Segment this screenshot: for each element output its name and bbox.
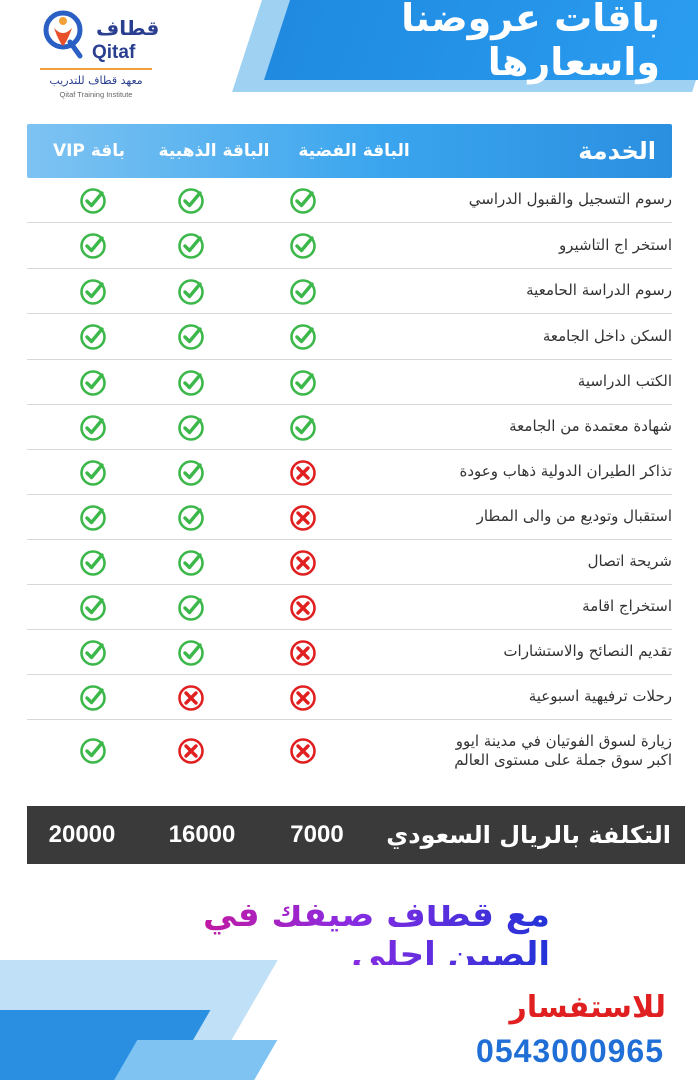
service-label: رسوم التسجيل والقبول الدراسي xyxy=(468,190,672,209)
table-row xyxy=(27,314,672,360)
service-label: شهادة معتمدة من الجامعة xyxy=(509,417,672,436)
check-icon xyxy=(79,504,107,532)
table-row xyxy=(27,540,672,585)
service-label-line2: اكبر سوق جملة على مستوى العالم xyxy=(454,751,672,769)
contact-phone[interactable]: 0543000965 xyxy=(476,1033,664,1069)
price-bar xyxy=(27,806,685,864)
table-row xyxy=(27,720,672,782)
table-row xyxy=(27,405,672,450)
check-icon xyxy=(177,594,205,622)
check-icon xyxy=(177,504,205,532)
check-icon xyxy=(79,737,107,765)
table-row xyxy=(27,223,672,269)
price-vip: 20000 xyxy=(48,821,116,848)
column-header-vip: باقة VIP xyxy=(52,141,126,161)
cross-icon xyxy=(289,504,317,532)
check-icon xyxy=(177,549,205,577)
check-icon xyxy=(79,323,107,351)
page-title: باقات عروضنا واسعارها xyxy=(401,0,660,84)
service-cell xyxy=(372,585,672,629)
check-icon xyxy=(177,369,205,397)
slogan: مع قطاف صيفك في الصين احلى xyxy=(150,905,550,965)
cross-icon xyxy=(289,737,317,765)
table-row xyxy=(27,360,672,405)
check-icon xyxy=(79,187,107,215)
check-icon xyxy=(289,278,317,306)
service-label: رسوم الدراسة الحامعية xyxy=(526,281,672,300)
price-silver: 7000 xyxy=(290,821,344,848)
contact-label: للاستفسار xyxy=(509,990,666,1025)
service-label-line1: زيارة لسوق الفوتيان في مدينة ايوو xyxy=(455,731,672,750)
check-icon xyxy=(79,459,107,487)
price-gold: 16000 xyxy=(168,821,236,848)
check-icon xyxy=(177,278,205,306)
service-cell xyxy=(372,630,672,674)
logo-mark-icon xyxy=(40,8,86,60)
column-header-silver: الباقة الفضية xyxy=(298,141,410,161)
check-icon xyxy=(177,323,205,351)
service-label: تذاكر الطيران الدولية ذهاب وعودة xyxy=(459,462,672,481)
check-icon xyxy=(289,232,317,260)
logo xyxy=(40,8,160,103)
table-row xyxy=(27,630,672,675)
table-row xyxy=(27,585,672,630)
check-icon xyxy=(79,639,107,667)
logo-divider xyxy=(40,68,152,70)
check-icon xyxy=(79,232,107,260)
service-cell xyxy=(372,178,672,222)
table-header xyxy=(27,124,672,178)
logo-subtitle-en: Qitaf Training Institute xyxy=(59,90,133,99)
service-label: الكتب الدراسية xyxy=(577,372,672,391)
service-label: استخراج اقامة xyxy=(582,597,672,616)
service-label: شريحة اتصال xyxy=(587,552,672,571)
table-row xyxy=(27,495,672,540)
cross-icon xyxy=(289,684,317,712)
logo-name-ar: قطاف xyxy=(96,16,160,40)
table-row xyxy=(27,450,672,495)
service-cell xyxy=(372,269,672,313)
service-label: السكن داخل الجامعة xyxy=(542,326,672,345)
service-label: استقبال وتوديع من والى المطار xyxy=(476,507,672,526)
service-cell xyxy=(372,360,672,404)
table-row xyxy=(27,269,672,314)
service-label: رحلات ترفيهية اسبوعية xyxy=(528,687,672,706)
check-icon xyxy=(289,414,317,442)
check-icon xyxy=(177,459,205,487)
check-icon xyxy=(177,187,205,215)
logo-subtitle-ar: معهد قطاف للتدريب xyxy=(49,74,143,87)
service-cell xyxy=(372,720,672,782)
service-cell xyxy=(372,450,672,494)
cross-icon xyxy=(289,549,317,577)
cross-icon xyxy=(289,459,317,487)
service-cell xyxy=(372,405,672,449)
check-icon xyxy=(289,369,317,397)
cross-icon xyxy=(177,684,205,712)
table-row xyxy=(27,675,672,720)
service-cell xyxy=(372,314,672,359)
service-label: تقديم النصائح والاستشارات xyxy=(503,642,672,661)
service-cell xyxy=(372,223,672,268)
cross-icon xyxy=(177,737,205,765)
service-label: استخر اج التاشيرو xyxy=(558,235,672,254)
cross-icon xyxy=(289,639,317,667)
check-icon xyxy=(79,414,107,442)
service-cell xyxy=(372,540,672,584)
check-icon xyxy=(177,639,205,667)
check-icon xyxy=(177,232,205,260)
check-icon xyxy=(177,414,205,442)
column-header-service: الخدمة xyxy=(578,137,656,165)
check-icon xyxy=(79,684,107,712)
logo-name-en: Qitaf xyxy=(92,42,136,63)
check-icon xyxy=(289,323,317,351)
check-icon xyxy=(79,369,107,397)
check-icon xyxy=(79,278,107,306)
service-cell xyxy=(372,495,672,539)
service-cell xyxy=(372,675,672,719)
cross-icon xyxy=(289,594,317,622)
check-icon xyxy=(289,187,317,215)
column-header-gold: الباقة الذهبية xyxy=(158,141,270,161)
check-icon xyxy=(79,594,107,622)
check-icon xyxy=(79,549,107,577)
table-row xyxy=(27,178,672,223)
price-label: التكلفة بالريال السعودي xyxy=(386,821,671,849)
